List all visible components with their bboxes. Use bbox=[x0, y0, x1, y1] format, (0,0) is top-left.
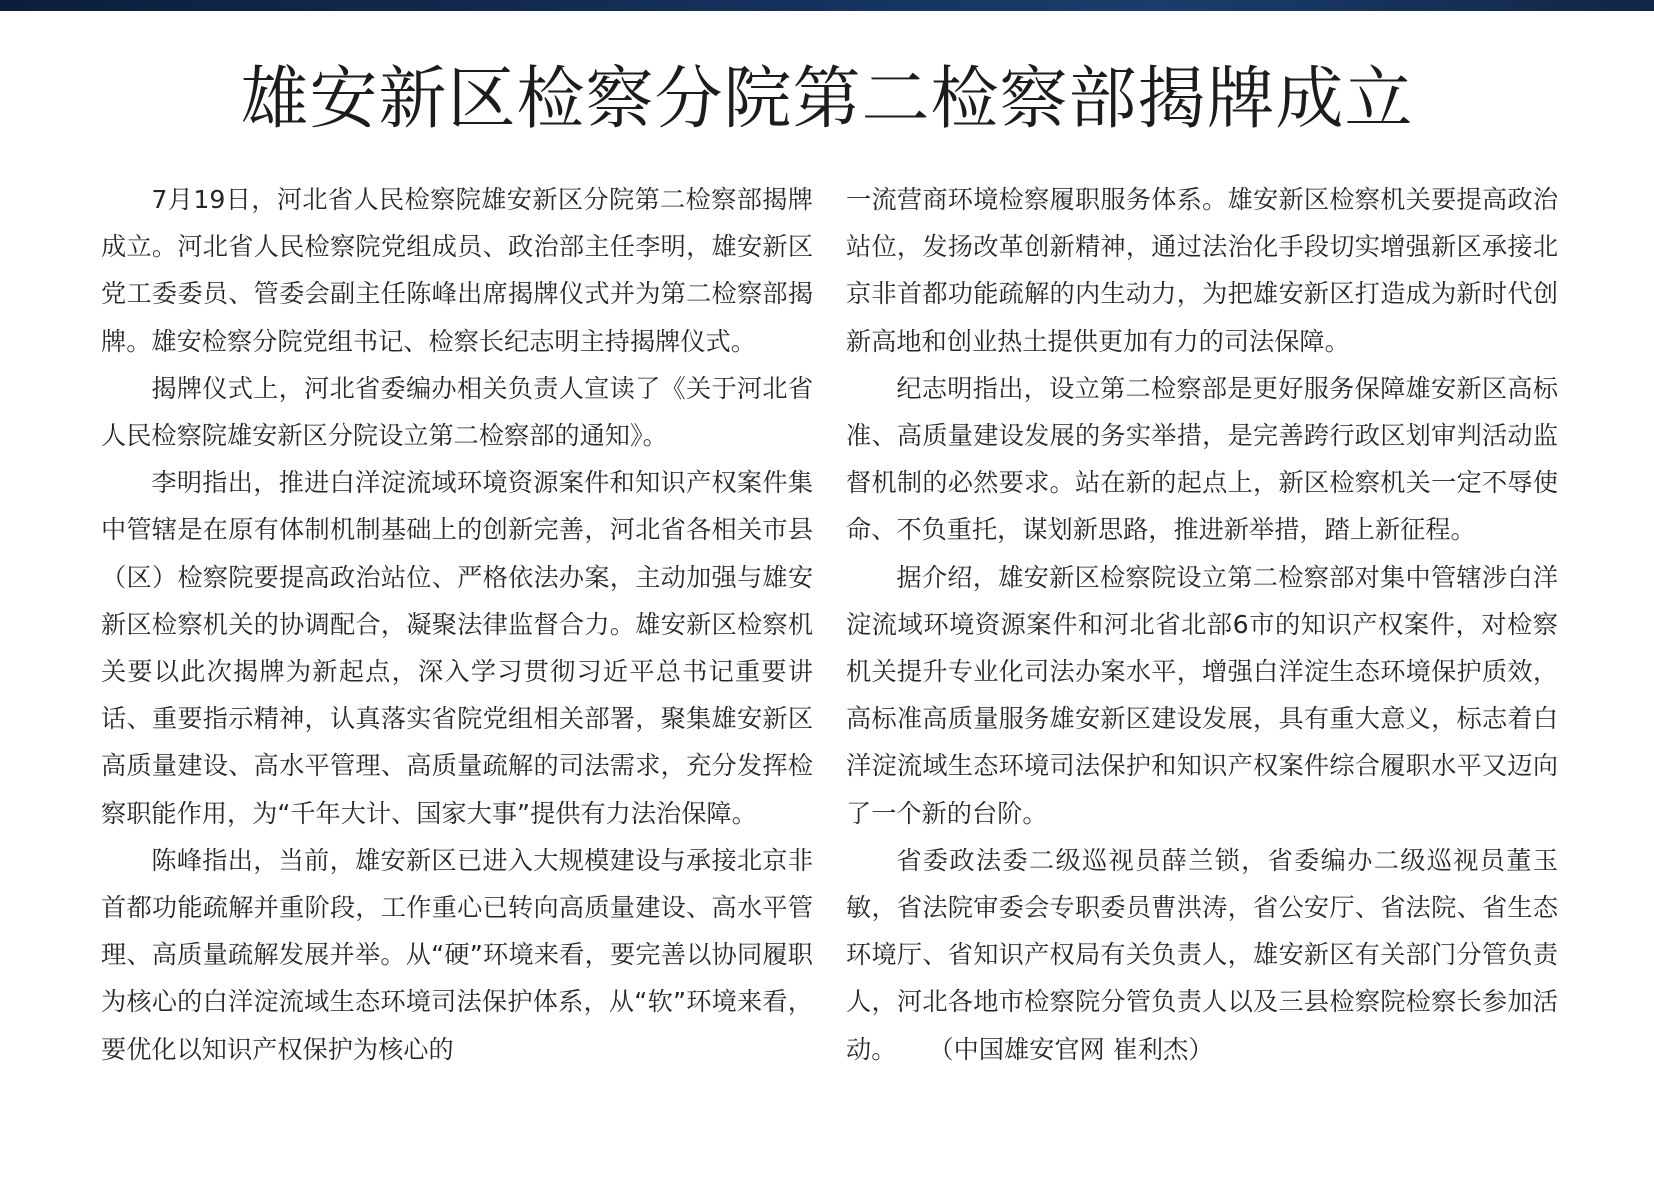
source-credit: （中国雄安官网 崔利杰） bbox=[928, 1034, 1214, 1064]
paragraph: 李明指出，推进白洋淀流域环境资源案件和知识产权案件集中管辖是在原有体制机制基础上的创新完善，河北省各相关市县（区）检察院要提高政治站位、严格依法办案，主动加强与雄安新区检察机关的协调配合，凝聚法律监督合力。雄安新区检察机关要以此次揭牌为新起点，深入学习贯彻习近平总书记重要讲话、重要指示精神，认真落实省院党组相关部署，聚集雄安新区高质量建设、高水平管理、高质量疏解的司法需求，充分发挥检察职能作用，为“千年大计、国家大事”提供有力法治保障。 bbox=[101, 468, 813, 828]
paragraph: 7月19日，河北省人民检察院雄安新区分院第二检察部揭牌成立。河北省人民检察院党组成员、政治部主任李明，雄安新区党工委委员、管委会副主任陈峰出席揭牌仪式并为第二检察部揭牌。雄安检察分院党组书记、检察长纪志明主持揭牌仪式。 bbox=[101, 185, 813, 356]
paragraph-last bbox=[846, 837, 1558, 1073]
paragraph: 纪志明指出，设立第二检察部是更好服务保障雄安新区高标准、高质量建设发展的务实举措，是完善跨行政区划审判活动监督机制的必然要求。站在新的起点上，新区检察机关一定不辱使命、不负重托，谋划新思路，推进新举措，踏上新征程。 bbox=[846, 373, 1558, 545]
paragraph: 一流营商环境检察履职服务体系。雄安新区检察机关要提高政治站位，发扬改革创新精神，通过法治化手段切实增强新区承接北京非首都功能疏解的内生动力，为把雄安新区打造成为新时代创新高地和创业热土提供更加有力的司法保障。 bbox=[846, 185, 1558, 356]
article-column-left bbox=[101, 176, 813, 1073]
paragraph: 据介绍，雄安新区检察院设立第二检察部对集中管辖涉白洋淀流域环境资源案件和河北省北部6市的知识产权案件，对检察机关提升专业化司法办案水平，增强白洋淀生态环境保护质效，高标准高质量服务雄安新区建设发展，具有重大意义，标志着白洋淀流域生态环境司法保护和知识产权案件综合履职水平又迈向了一个新的台阶。 bbox=[846, 562, 1558, 828]
paragraph-text: 省委政法委二级巡视员薛兰锁，省委编办二级巡视员董玉敏，省法院审委会专职委员曹洪涛，省公安厅、省法院、省生态环境厅、省知识产权局有关负责人，雄安新区有关部门分管负责人，河北各地市检察院分管负责人以及三县检察院检察长参加活动。 bbox=[846, 845, 1558, 1064]
article-title: 雄安新区检察分院第二检察部揭牌成立 bbox=[240, 60, 1414, 139]
article-column-right bbox=[846, 176, 1558, 1073]
top-banner-bar bbox=[0, 0, 1654, 11]
paragraph: 揭牌仪式上，河北省委编办相关负责人宣读了《关于河北省人民检察院雄安新区分院设立第二检察部的通知》。 bbox=[101, 373, 813, 451]
paragraph: 陈峰指出，当前，雄安新区已进入大规模建设与承接北京非首都功能疏解并重阶段，工作重心已转向高质量建设、高水平管理、高质量疏解发展并举。从“硬”环境来看，要完善以协同履职为核心的白洋淀流域生态环境司法保护体系，从“软”环境来看，要优化以知识产权保护为核心的 bbox=[101, 845, 813, 1064]
article-source bbox=[896, 1035, 1213, 1064]
